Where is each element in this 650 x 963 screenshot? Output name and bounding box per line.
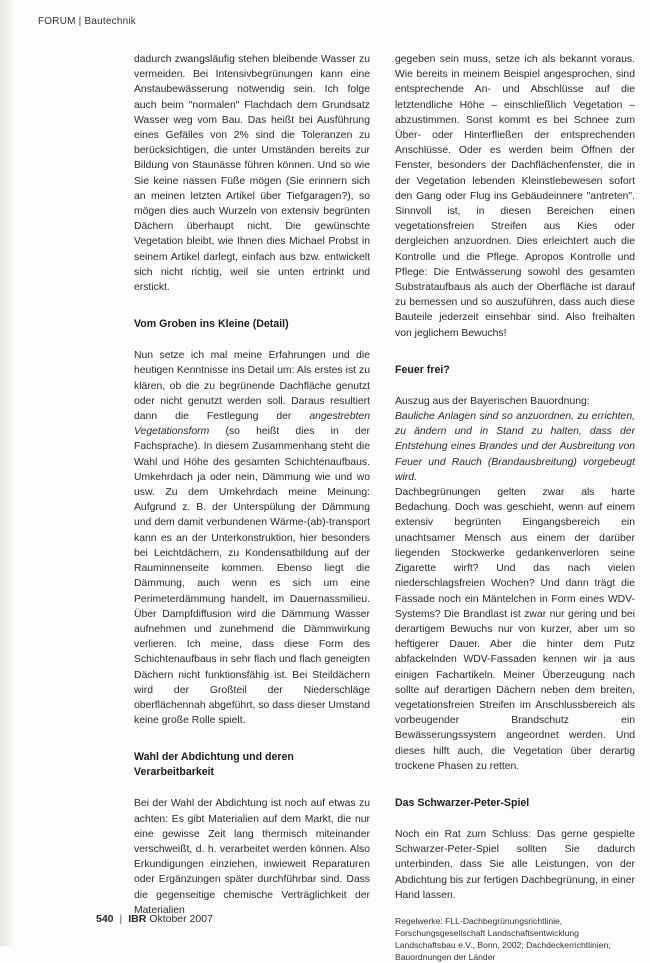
page-footer	[96, 913, 213, 925]
right-paragraph-2-intro: Auszug aus der Bayerischen Bauordnung:	[395, 395, 590, 407]
running-header	[38, 16, 136, 27]
heading-wahl-line1: Wahl der Abdichtung und deren	[134, 751, 294, 764]
heading-wahl-abdichtung	[134, 750, 370, 780]
page-number: 540	[96, 913, 114, 925]
right-paragraph-3: Noch ein Rat zum Schluss: Das gerne gespielte Schwarzer-Peter-Spiel sollten Sie dadurch unterbinden, dass Sie alle Leistungen, von der Abdichtung bis zur fertigen Dachbegrünung, in einer Hand lassen.	[395, 828, 635, 901]
left-paragraph-3: Bei der Wahl der Abdichtung ist noch auf etwas zu achten: Es gibt Materialien auf dem Markt, die nur eine gewisse Zeit lang thermisch miteinander verschweißt, d. h. verarbeitet werden können. Also Erkundigungen einziehen, inwieweit Reparaturen oder Ergänzungen später durchführbar sind. Dass die gegenseitige chemische Verträglichkeit der Materialien	[134, 798, 370, 916]
right-paragraph-2-quote	[395, 409, 635, 485]
right-column	[395, 52, 635, 963]
magazine-name: IBR	[128, 913, 147, 925]
issue-date: Oktober 2007	[149, 913, 213, 925]
left-paragraph-2-start: Nun setze ich mal meine Erfahrungen und die heutigen Kenntnisse ins Detail um: Als erstes ist zu klären, ob die zu begrünende Dachfläche genutzt oder nicht genutzt werden soll. Daraus resultiert dann die Festlegung der	[134, 350, 370, 423]
header-subsection: Bautechnik	[84, 16, 136, 27]
right-paragraph-2-rest: Dachbegrünungen gelten zwar als harte Bedachung. Doch was geschieht, wenn auf einem extensiv begrünten Eingangsbereich ein unachtsamer Mensch aus einem der darüber liegenden Stockwerke gedankenverloren seine Zigarette wirft? Und das nach vielen niederschlagsfreien Wochen? Und dann trägt die Fassade noch ein Mäntelchen in Form eines WDV-Systems? Die Brandlast ist zwar nur gering und bei derartigem Bewuchs nur von kurzer, aber um so heftigerer Dauer. Aber die hinter dem Putz abfackelnden WDV-Fassaden kennen wir ja aus einigen Fachartikeln. Meiner Überzeugung nach sollte auf derartigen Dächern neben dem breiten, vegetationsfreien Streifen im Anschlussbereich als vorbeugender Brandschutz ein Bewässerungssystem angeordnet werden. Und dieses hilft auch, die Vegetation über derartig trockene Phasen zu retten.	[395, 487, 635, 772]
left-paragraph-2-end: (so heißt dies in der Fachsprache). In diesem Zusammenhang steht die Wahl und Höhe des gesamten Schichtenaufbaus. Umkehrdach ja oder nein, Dämmung wie und wo usw. Zu dem Umkehrdach meine Meinung: Aufgrund z. B. der Unterspülung der Dämmung und dem damit verbundenen Wärme-(ab)-transport kann es an der Unterkonstruktion, hier besonders bei Leichtdächern, zu Kondensatbildung auf der Rauminnenseite kommen. Ebenso liegt die Dämmung, auch wenn es sich um eine Perimeterdämmung handelt, im Dauernassmilieu. Über Dampfdiffusion wird die Dämmung Wasser aufnehmen und zunehmend die Dämmwirkung verlieren. Ich meine, dass diese Form des Schichtenaufbaus in sehr flach und flach geneigten Dächern nicht funktionsfähig ist. Bei Steildächern wird der Großteil der Niederschläge oberflächennah abgeführt, so dass dieser Umstand keine große Rolle spielt.	[134, 426, 370, 727]
left-paragraph-1: dadurch zwangsläufig stehen bleibende Wasser zu vermeiden. Bei Intensivbegrünungen kann eine Anstaubewässerung notwendig sein. Ich folge auch beim "normalen" Flachdach dem Grundsatz Wasser weg vom Bau. Das heißt bei Ausführung eines Gefälles von 2% sind die Toleranzen zu berücksichtigen, die unter Umständen bereits zur Bildung von Staunässe führen können. Und so wie Sie keine nassen Füße mögen (Sie erinnern sich an meinen letzten Artikel über Tiefgaragen?), so mögen dies auch Wurzeln von extensiv begrünten Dächern überhaupt nicht. Die gewünschte Vegetation bleibt, wie Ihnen dies Michael Probst in seinem Artikel darlegt, einfach aus bzw. entwickelt sich nicht richtig, weil sie unten ertrinkt und erstickt.	[134, 54, 370, 294]
page-gutter-shadow	[0, 0, 14, 946]
heading-wahl-line2: Verarbeitbarkeit	[134, 766, 215, 779]
regelwerke-note: Regelwerke: FLL-Dachbegrünungsrichtlinie, Forschungsgesellschaft Landschaftsentwicklung Landschaftsbau e.V., Bonn, 2002; Dachdeckerrichtlinien; Bauordnungen der Länder	[395, 915, 611, 962]
footer-separator: |	[119, 913, 123, 925]
heading-feuer-frei: Feuer frei?	[395, 363, 450, 376]
left-paragraph-2-emphasis: angestrebten Vegetationsform	[134, 411, 370, 438]
bauordnung-quote: Bauliche Anlagen sind so anzuordnen, zu errichten, zu ändern und in Stand zu halten, dass der Entstehung eines Brandes und der Ausbreitung von Feuer und Rauch (Brandausbreitung) vorgebeugt wird.	[395, 411, 635, 483]
header-section: FORUM	[38, 16, 76, 27]
heading-vom-groben: Vom Groben ins Kleine (Detail)	[134, 318, 289, 331]
header-separator: |	[78, 16, 82, 27]
right-paragraph-1: gegeben sein muss, setze ich als bekannt voraus. Wie bereits in meinem Beispiel angesprochen, sind entsprechende An- und Abschlüsse auf die letztendliche Höhe – einschließlich Vegetation – abzustimmen. Sonst kommt es bei Schnee zum Über- oder Hinterfließen der entsprechenden Anschlüsse. Oder es werden beim Öffnen der Fenster, besonders der Dachflächenfenster, die in der Vegetation lebenden Kleinstlebewesen sofort den Gang oder Flug ins Gebäudeinnere "antreten". Sinnvoll ist, in diesen Bereichen einen vegetationsfreien Streifen aus Kies oder dergleichen anzuordnen. Dies erleichtert auch die Kontrolle und die Pflege. Apropos Kontrolle und Pflege: Die Entwässerung sowohl des gesamten Substrataufbaus als auch der Oberfläche ist darauf zu bemessen und so auszuführen, dass auch diese Bauteile jederzeit einsehbar sind. Also freihalten von jeglichem Bewuchs!	[395, 54, 635, 339]
left-column	[134, 52, 370, 918]
heading-schwarzer-peter: Das Schwarzer-Peter-Spiel	[395, 796, 530, 809]
left-paragraph-2	[134, 348, 370, 728]
